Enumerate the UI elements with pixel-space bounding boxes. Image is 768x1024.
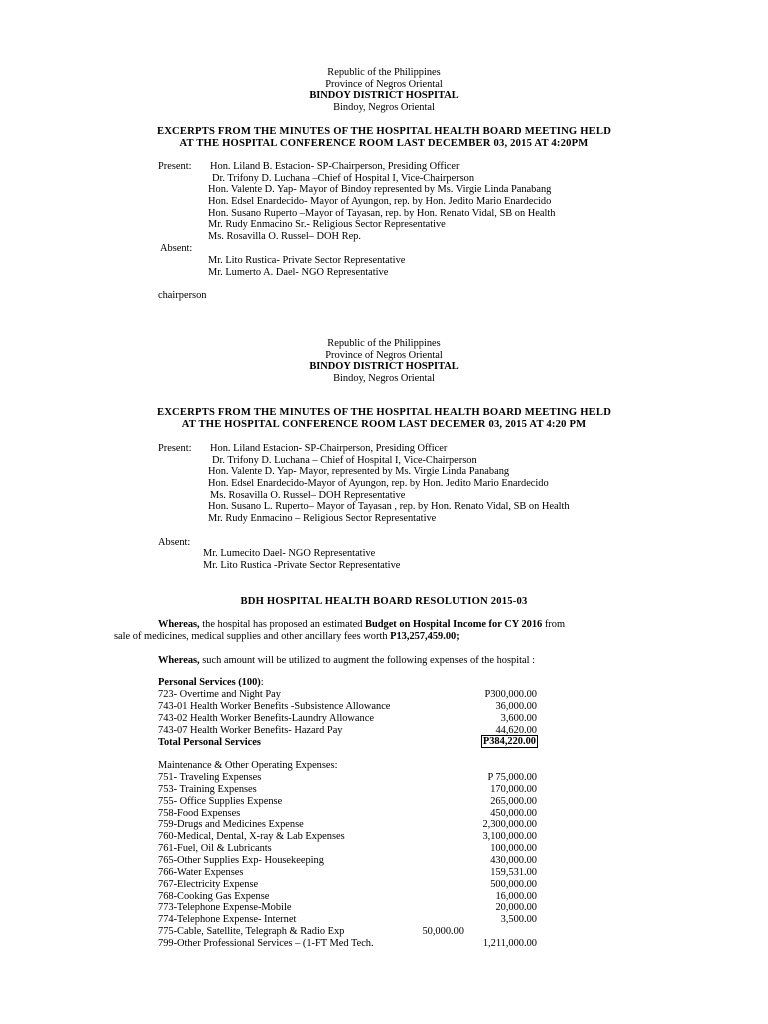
expense-amount: 1,211,000.00: [482, 938, 537, 949]
expense-amount: P 75,000.00: [487, 772, 537, 783]
expense-label: 743-07 Health Worker Benefits- Hazard Pay: [158, 725, 343, 736]
present-item: Dr. Trifony D. Luchana –Chief of Hospital I, Vice-Chairperson: [212, 173, 475, 184]
expense-label: 775-Cable, Satellite, Telegraph & Radio Exp: [158, 926, 345, 937]
expense-label: 723- Overtime and Night Pay: [158, 689, 281, 700]
expense-amount: 44,620.00: [495, 725, 537, 736]
expense-amount: 430,000.00: [490, 855, 537, 866]
header-line: Bindoy, Negros Oriental: [333, 373, 435, 385]
present-item: Ms. Rosavilla O. Russel– DOH Rep.: [208, 231, 361, 242]
present-item: Hon. Susano L. Ruperto– Mayor of Tayasan , rep. by Hon. Renato Vidal, SB on Health: [208, 501, 570, 512]
expense-amount: 16,000.00: [495, 891, 537, 902]
whereas-lead: Whereas,: [158, 655, 200, 666]
expense-label: 753- Training Expenses: [158, 784, 257, 795]
header-line: Province of Negros Oriental: [325, 78, 443, 90]
header-line: Province of Negros Oriental: [325, 349, 443, 361]
expense-label: 768-Cooking Gas Expense: [158, 891, 270, 902]
whereas-text: sale of medicines, medical supplies and other ancillary fees worth: [114, 631, 391, 642]
expense-label: 743-01 Health Worker Benefits -Subsistence Allowance: [158, 701, 391, 712]
expense-amount: 159,531.00: [490, 867, 537, 878]
expense-amount: 50,000.00: [422, 926, 464, 937]
absent-label: Absent:: [160, 243, 193, 254]
expense-label: 766-Water Expenses: [158, 867, 244, 878]
expense-amount: 3,100,000.00: [482, 831, 537, 842]
absent-item: Mr. Lito Rustica -Private Sector Representative: [203, 560, 401, 571]
present-item: Dr. Trifony D. Luchana – Chief of Hospital I, Vice-Chairperson: [212, 455, 477, 466]
present-item: Ms. Rosavilla O. Russel– DOH Representative: [210, 490, 406, 501]
absent-item: Mr. Lumerto A. Dael- NGO Representative: [208, 267, 389, 278]
present-item: Hon. Valente D. Yap- Mayor, represented by Ms. Virgie Linda Panabang: [208, 466, 510, 477]
expense-amount: 2,300,000.00: [482, 819, 537, 830]
present-label: Present:: [158, 443, 192, 454]
expense-amount: 20,000.00: [495, 902, 537, 913]
expense-label: 755- Office Supplies Expense: [158, 796, 283, 807]
present-item: Hon. Liland B. Estacion- SP-Chairperson, Presiding Officer: [210, 161, 460, 172]
header-line: Bindoy, Negros Oriental: [333, 102, 435, 114]
hospital-name: BINDOY DISTRICT HOSPITAL: [309, 361, 459, 373]
total-amount-box: P384,220.00: [482, 736, 536, 747]
whereas-paragraph: [158, 655, 535, 667]
expense-label: 774-Telephone Expense- Internet: [158, 914, 297, 925]
absent-label: Absent:: [158, 537, 191, 548]
expense-amount: 170,000.00: [490, 784, 537, 795]
expense-amount: 3,500.00: [500, 914, 537, 925]
whereas-text: such amount will be utilized to augment the following expenses of the hospital :: [199, 655, 535, 666]
title-line: AT THE HOSPITAL CONFERENCE ROOM LAST DECEMBER 03, 2015 AT 4:20PM: [179, 137, 589, 149]
expense-label: 767-Electricity Expense: [158, 879, 259, 890]
present-item: Mr. Rudy Enmacino Sr.- Religious Sector Representative: [208, 219, 446, 230]
expense-amount: 500,000.00: [490, 879, 537, 890]
hospital-name: BINDOY DISTRICT HOSPITAL: [309, 90, 459, 102]
mooe-heading: Maintenance & Other Operating Expenses:: [158, 760, 338, 771]
present-item: Hon. Liland Estacion- SP-Chairperson, Presiding Officer: [210, 443, 448, 454]
present-label: Present:: [158, 161, 192, 172]
expense-label: 799-Other Professional Services – (1-FT Med Tech.: [158, 938, 374, 949]
expense-amount: 100,000.00: [490, 843, 537, 854]
expense-label: 761-Fuel, Oil & Lubricants: [158, 843, 272, 854]
expense-amount: 265,000.00: [490, 796, 537, 807]
header-line: Republic of the Philippines: [327, 338, 441, 349]
minutes-title: [0, 126, 768, 149]
document-header: [0, 338, 768, 385]
whereas-lead: Whereas,: [158, 619, 200, 630]
title-line: EXCERPTS FROM THE MINUTES OF THE HOSPITAL HEALTH BOARD MEETING HELD: [156, 407, 612, 418]
expense-label: 743-02 Health Worker Benefits-Laundry Allowance: [158, 713, 374, 724]
resolution-title: BDH HOSPITAL HEALTH BOARD RESOLUTION 2015-03: [240, 596, 528, 607]
expense-label: 759-Drugs and Medicines Expense: [158, 819, 304, 830]
absent-item: Mr. Lumecito Dael- NGO Representative: [203, 548, 376, 559]
budget-amount: P13,257,459.00;: [390, 631, 460, 642]
title-line: AT THE HOSPITAL CONFERENCE ROOM LAST DECEMER 03, 2015 AT 4:20 PM: [181, 418, 587, 430]
expense-amount: 450,000.00: [490, 808, 537, 819]
personal-services-heading: [158, 677, 264, 689]
whereas-text: the hospital has proposed an estimated: [199, 619, 366, 630]
present-item: Hon. Valente D. Yap- Mayor of Bindoy represented by Ms. Virgie Linda Panabang: [208, 184, 552, 195]
expense-label: 765-Other Supplies Exp- Housekeeping: [158, 855, 324, 866]
expense-amount: 3,600.00: [500, 713, 537, 724]
budget-phrase: Budget on Hospital Income for CY 2016: [365, 619, 543, 630]
expense-amount: 36,000.00: [495, 701, 537, 712]
absent-item: Mr. Lito Rustica- Private Sector Representative: [208, 255, 406, 266]
expense-label: 751- Traveling Expenses: [158, 772, 262, 783]
title-line: EXCERPTS FROM THE MINUTES OF THE HOSPITAL HEALTH BOARD MEETING HELD: [156, 126, 612, 137]
expense-amount: P300,000.00: [484, 689, 537, 700]
whereas-text: from: [542, 619, 566, 630]
document-header: [0, 67, 768, 114]
expense-label: 758-Food Expenses: [158, 808, 241, 819]
whereas-paragraph-cont: [114, 631, 460, 643]
minutes-title: [0, 407, 768, 430]
whereas-paragraph: [158, 619, 565, 631]
present-item: Hon. Edsel Enardecido- Mayor of Ayungon, rep. by Hon. Jedito Mario Enardecido: [208, 196, 552, 207]
expense-label: 760-Medical, Dental, X-ray & Lab Expenses: [158, 831, 345, 842]
present-item: Hon. Susano Ruperto –Mayor of Tayasan, rep. by Hon. Renato Vidal, SB on Health: [208, 208, 556, 219]
heading-colon: :: [260, 677, 264, 688]
heading-label: Personal Services (100): [158, 677, 261, 688]
trailing-text: chairperson: [158, 290, 207, 301]
header-line: Republic of the Philippines: [327, 67, 441, 78]
present-item: Mr. Rudy Enmacino – Religious Sector Representative: [208, 513, 437, 524]
total-label: Total Personal Services: [158, 737, 261, 748]
present-item: Hon. Edsel Enardecido-Mayor of Ayungon, rep. by Hon. Jedito Mario Enardecido: [208, 478, 549, 489]
total-amount: [472, 736, 538, 748]
expense-label: 773-Telephone Expense-Mobile: [158, 902, 292, 913]
